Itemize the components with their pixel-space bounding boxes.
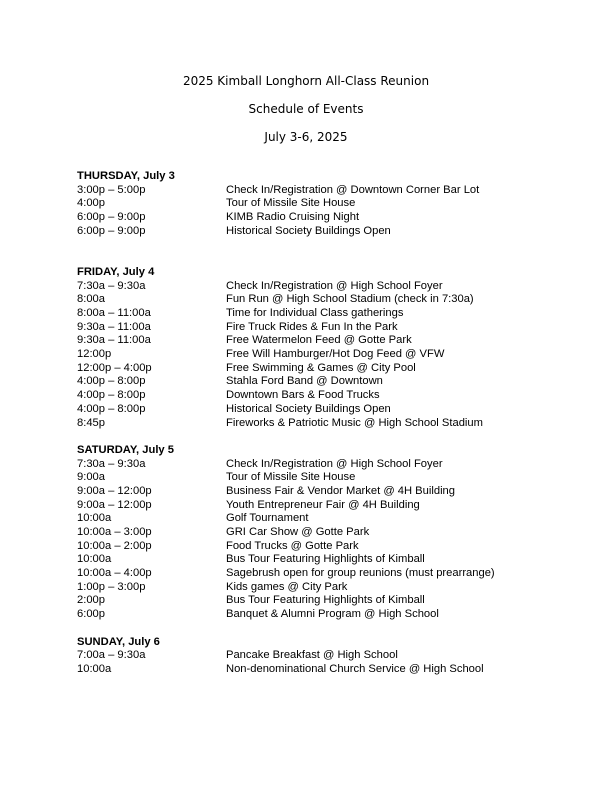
event-row	[77, 293, 547, 307]
event-description: Banquet & Alumni Program @ High School	[226, 608, 439, 621]
event-description: Historical Society Buildings Open	[226, 224, 391, 237]
event-row	[77, 567, 547, 581]
day-heading: FRIDAY, July 4	[77, 265, 155, 278]
event-time: 4:00p – 8:00p	[77, 389, 146, 402]
event-time: 9:00a – 12:00p	[77, 484, 152, 497]
event-row	[77, 184, 547, 198]
event-description: Non-denominational Church Service @ High School	[226, 662, 484, 675]
event-row	[77, 280, 547, 294]
event-description: Business Fair & Vendor Market @ 4H Building	[226, 484, 455, 497]
day-section-sunday	[77, 636, 547, 677]
event-description: Check In/Registration @ High School Foyer	[226, 279, 443, 292]
event-row	[77, 321, 547, 335]
day-section-saturday	[77, 444, 547, 622]
event-time: 6:00p – 9:00p	[77, 224, 146, 237]
event-time: 2:00p	[77, 594, 105, 607]
event-time: 8:00a	[77, 293, 105, 306]
document-subtitle: Schedule of Events	[248, 102, 364, 116]
event-description: Check In/Registration @ High School Foyer	[226, 457, 443, 470]
event-row	[77, 389, 547, 403]
event-description: Free Swimming & Games @ City Pool	[226, 361, 416, 374]
event-time: 1:00p – 3:00p	[77, 580, 146, 593]
event-description: Youth Entrepreneur Fair @ 4H Building	[226, 498, 420, 511]
event-description: Check In/Registration @ Downtown Corner Bar Lot	[226, 183, 480, 196]
event-row	[77, 608, 547, 622]
event-description: Bus Tour Featuring Highlights of Kimball	[226, 553, 425, 566]
event-row	[77, 197, 547, 211]
event-row	[77, 348, 547, 362]
event-row	[77, 526, 547, 540]
event-description: Pancake Breakfast @ High School	[226, 649, 398, 662]
schedule-list	[77, 170, 547, 677]
event-description: Food Trucks @ Gotte Park	[226, 539, 359, 552]
event-description: Free Will Hamburger/Hot Dog Feed @ VFW	[226, 348, 445, 361]
event-row	[77, 403, 547, 417]
event-row	[77, 499, 547, 513]
event-description: GRI Car Show @ Gotte Park	[226, 526, 370, 538]
day-heading: SUNDAY, July 6	[77, 635, 160, 648]
event-description: Fun Run @ High School Stadium (check in 7:30a)	[226, 293, 474, 306]
event-time: 8:00a – 11:00a	[77, 307, 151, 319]
event-time: 10:00a – 3:00p	[77, 526, 152, 538]
event-row	[77, 334, 547, 348]
event-description: KIMB Radio Cruising Night	[226, 211, 360, 224]
event-time: 9:30a – 11:00a	[77, 320, 151, 333]
event-description: Time for Individual Class gatherings	[226, 307, 404, 319]
event-description: Bus Tour Featuring Highlights of Kimball	[226, 594, 425, 607]
day-section-thursday	[77, 170, 547, 238]
event-description: Sagebrush open for group reunions (must prearrange)	[226, 567, 495, 580]
event-time: 7:00a – 9:30a	[77, 649, 146, 662]
event-row	[77, 553, 547, 567]
event-description: Stahla Ford Band @ Downtown	[226, 375, 383, 388]
event-time: 8:45p	[77, 416, 105, 429]
event-row	[77, 649, 547, 663]
event-row	[77, 594, 547, 608]
event-description: Fire Truck Rides & Fun In the Park	[226, 320, 398, 333]
event-time: 7:30a – 9:30a	[77, 279, 146, 292]
event-description: Downtown Bars & Food Trucks	[226, 389, 380, 402]
event-description: Tour of Missile Site House	[226, 471, 356, 484]
event-time: 4:00p – 8:00p	[77, 375, 146, 388]
event-row	[77, 362, 547, 376]
event-time: 6:00p	[77, 608, 105, 621]
event-time: 12:00p	[77, 348, 112, 361]
event-time: 9:00a – 12:00p	[77, 498, 152, 511]
event-row	[77, 307, 547, 321]
day-heading: THURSDAY, July 3	[77, 170, 175, 182]
event-row	[77, 375, 547, 389]
event-time: 10:00a	[77, 512, 112, 525]
event-row	[77, 225, 547, 239]
document-title: 2025 Kimball Longhorn All-Class Reunion	[182, 74, 430, 88]
event-row	[77, 485, 547, 499]
event-time: 10:00a	[77, 553, 112, 566]
event-row	[77, 581, 547, 595]
event-description: Tour of Missile Site House	[226, 197, 356, 210]
event-row	[77, 540, 547, 554]
event-row	[77, 471, 547, 485]
event-description: Free Watermelon Feed @ Gotte Park	[226, 334, 412, 347]
event-time: 6:00p – 9:00p	[77, 211, 146, 224]
event-time: 10:00a	[77, 662, 112, 675]
event-time: 10:00a – 2:00p	[77, 539, 152, 552]
event-time: 12:00p – 4:00p	[77, 361, 152, 374]
event-description: Kids games @ City Park	[226, 580, 348, 593]
event-time: 4:00p – 8:00p	[77, 402, 146, 415]
event-time: 9:30a – 11:00a	[77, 334, 151, 347]
event-dates: July 3-6, 2025	[264, 130, 348, 144]
event-time: 10:00a – 4:00p	[77, 567, 152, 580]
event-row	[77, 512, 547, 526]
event-time: 4:00p	[77, 197, 105, 210]
event-description: Historical Society Buildings Open	[226, 402, 391, 415]
day-section-friday	[77, 266, 547, 430]
day-heading: SATURDAY, July 5	[77, 443, 174, 456]
event-description: Golf Tournament	[226, 512, 309, 525]
event-row	[77, 663, 547, 677]
event-description: Fireworks & Patriotic Music @ High School Stadium	[226, 416, 483, 429]
event-time: 9:00a	[77, 471, 105, 484]
event-row	[77, 211, 547, 225]
event-row	[77, 417, 547, 431]
event-row	[77, 458, 547, 472]
event-time: 3:00p – 5:00p	[77, 183, 146, 196]
event-time: 7:30a – 9:30a	[77, 457, 146, 470]
